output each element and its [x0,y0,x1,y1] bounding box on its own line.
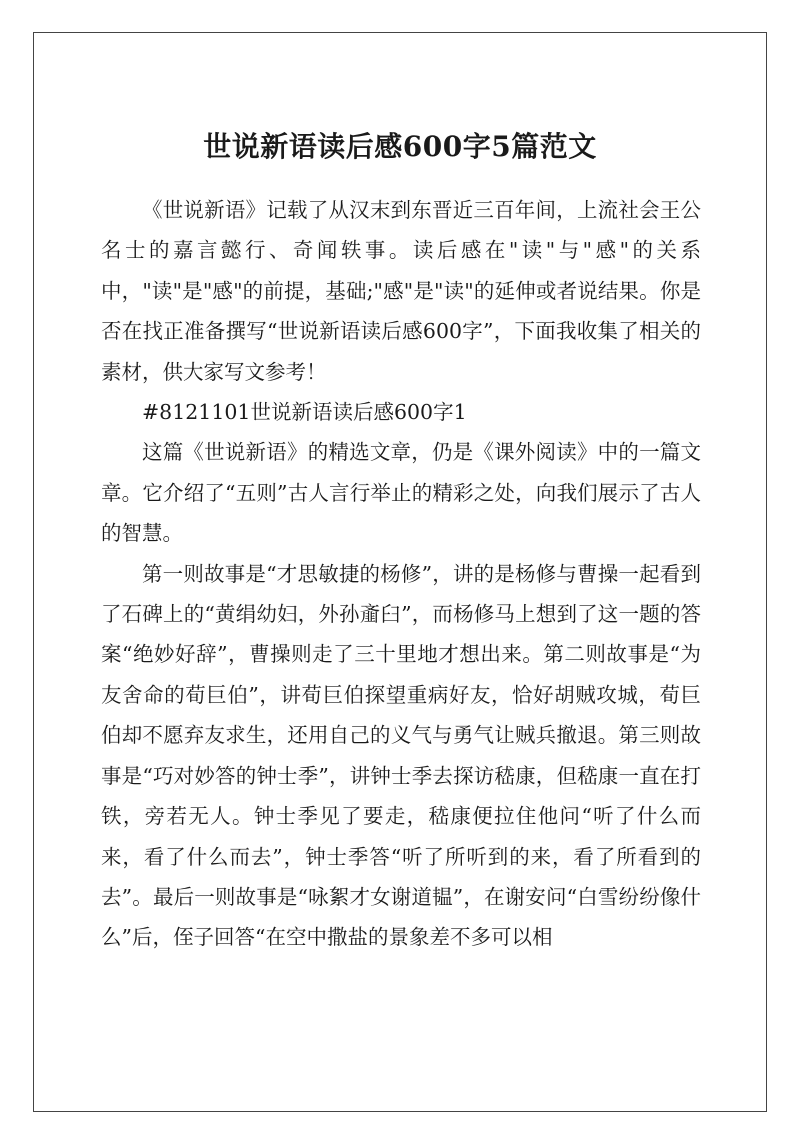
section-heading: #8121101世说新语读后感600字1 [142,400,467,425]
document-body [101,190,701,958]
body-paragraph: 第一则故事是“才思敏捷的杨修”，讲的是杨修与曹操一起看到了石碑上的“黄绢幼妇，外孙齑臼”，而杨修马上想到了这一题的答案“绝妙好辞”，曹操则走了三十里地才想出来。第二则故事是“为友舍命的荀巨伯”，讲荀巨伯探望重病好友，恰好胡贼攻城，荀巨伯却不愿弃友求生，还用自己的义气与勇气让贼兵撤退。第三则故事是“巧对妙答的钟士季”，讲钟士季去探访嵇康，但嵇康一直在打铁，旁若无人。钟士季见了要走，嵇康便拉住他问“听了什么而来，看了什么而去”，钟士季答“听了所听到的来，看了所看到的去”。最后一则故事是“咏絮才女谢道韫”，在谢安问“白雪纷纷像什么”后，侄子回答“在空中撒盐的景象差不多可以相 [101,561,701,950]
intro-paragraph: 《世说新语》记载了从汉末到东晋近三百年间，上流社会王公名士的嘉言懿行、奇闻轶事。读后感在"读"与"感"的关系中，"读"是"感"的前提，基础;"感"是"读"的延伸或者说结果。你是否在找正准备撰写“世说新语读后感600字”，下面我收集了相关的素材，供大家写文参考！ [101,198,701,384]
document-title: 世说新语读后感600字5篇范文 [203,130,597,163]
body-paragraph: 这篇《世说新语》的精选文章，仍是《课外阅读》中的一篇文章。它介绍了“五则”古人言行举止的精彩之处，向我们展示了古人的智慧。 [101,440,701,546]
